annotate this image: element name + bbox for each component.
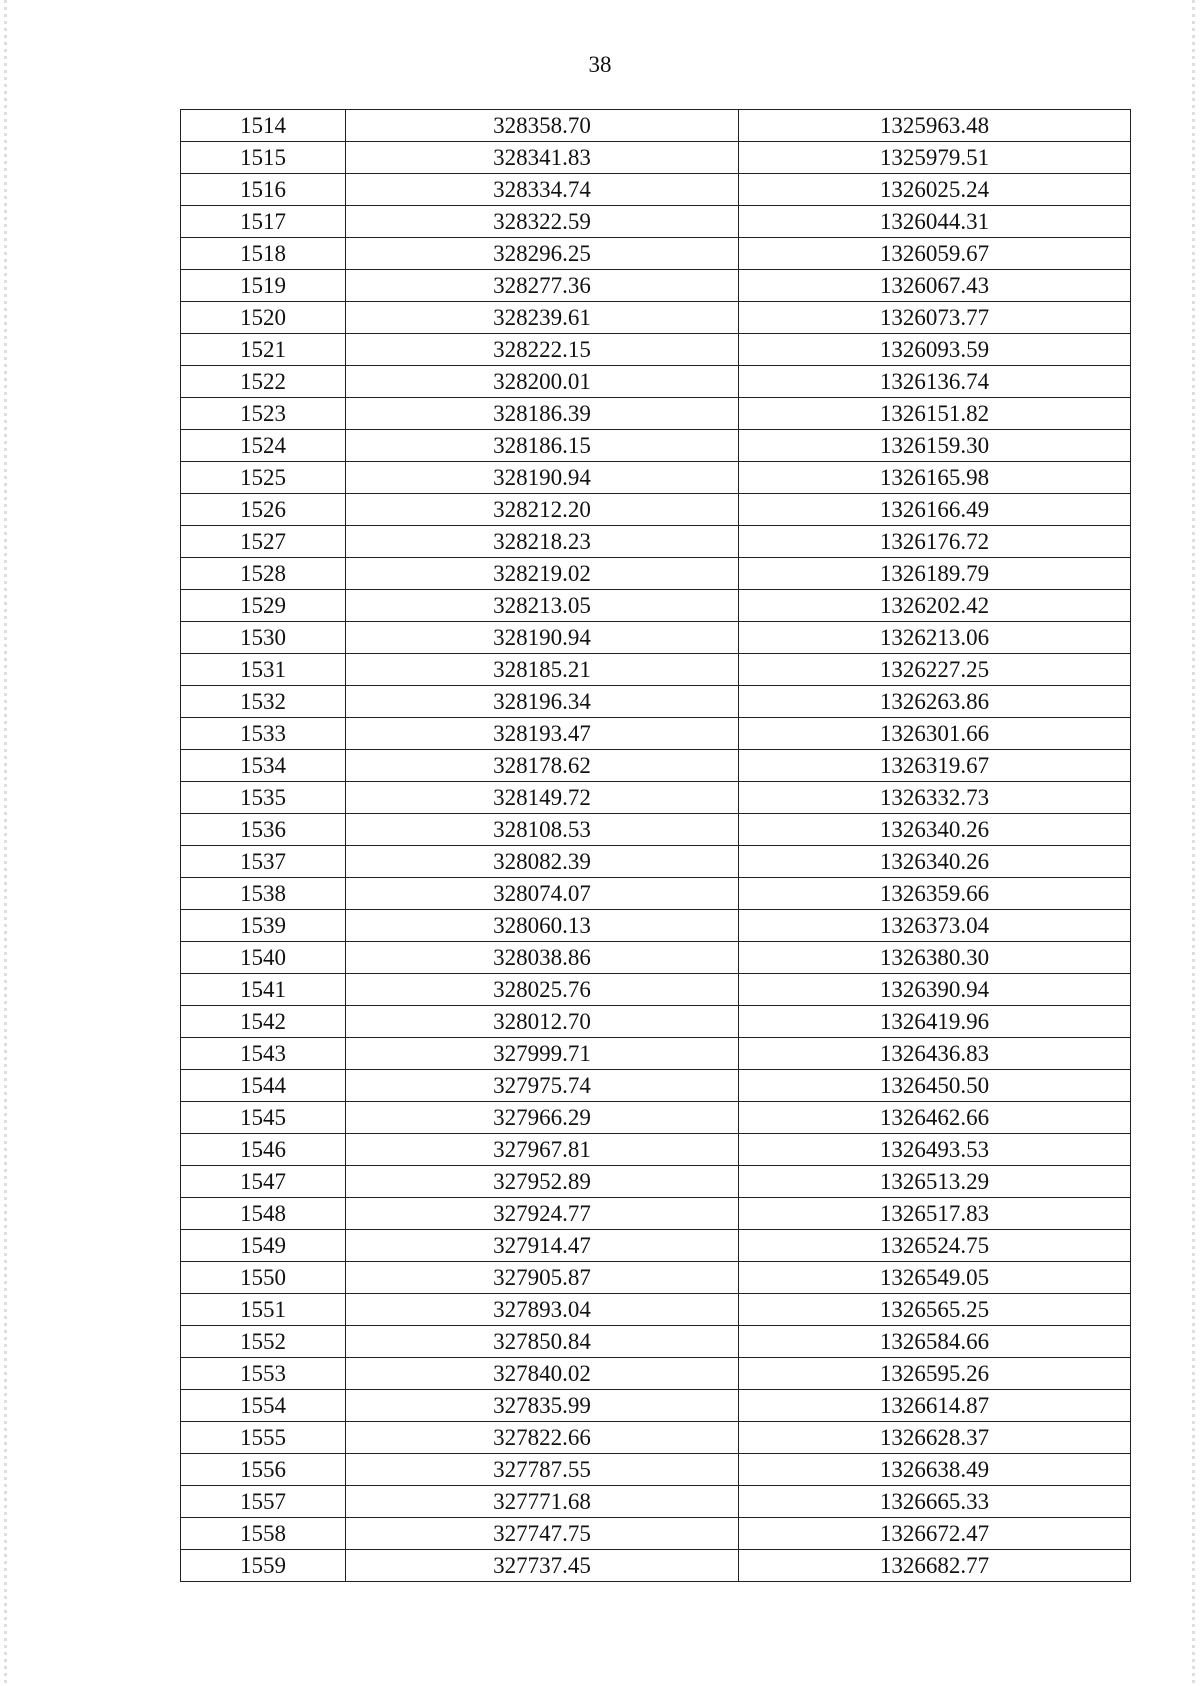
point-number-cell: 1528 [181,558,346,590]
table-row [181,846,1131,878]
x-coordinate-cell: 327747.75 [346,1518,739,1550]
point-number-cell: 1534 [181,750,346,782]
point-number-cell: 1554 [181,1390,346,1422]
x-coordinate-cell: 328322.59 [346,206,739,238]
point-number-cell: 1549 [181,1230,346,1262]
point-number-cell: 1521 [181,334,346,366]
x-coordinate-cell: 328038.86 [346,942,739,974]
x-coordinate-cell: 328218.23 [346,526,739,558]
point-number-cell: 1545 [181,1102,346,1134]
x-coordinate-cell: 328108.53 [346,814,739,846]
point-number-cell: 1537 [181,846,346,878]
table-row [181,1390,1131,1422]
x-coordinate-cell: 327737.45 [346,1550,739,1582]
y-coordinate-cell: 1326301.66 [739,718,1131,750]
x-coordinate-cell: 327787.55 [346,1454,739,1486]
table-row [181,494,1131,526]
y-coordinate-cell: 1326513.29 [739,1166,1131,1198]
y-coordinate-cell: 1326436.83 [739,1038,1131,1070]
y-coordinate-cell: 1325963.48 [739,110,1131,142]
table-row [181,174,1131,206]
y-coordinate-cell: 1326595.26 [739,1358,1131,1390]
point-number-cell: 1516 [181,174,346,206]
y-coordinate-cell: 1326462.66 [739,1102,1131,1134]
y-coordinate-cell: 1326025.24 [739,174,1131,206]
table-row [181,1326,1131,1358]
point-number-cell: 1514 [181,110,346,142]
point-number-cell: 1550 [181,1262,346,1294]
x-coordinate-cell: 327967.81 [346,1134,739,1166]
table-row [181,1230,1131,1262]
table-row [181,1070,1131,1102]
x-coordinate-cell: 327975.74 [346,1070,739,1102]
table-row [181,366,1131,398]
table-row [181,590,1131,622]
x-coordinate-cell: 327771.68 [346,1486,739,1518]
y-coordinate-cell: 1326073.77 [739,302,1131,334]
y-coordinate-cell: 1326189.79 [739,558,1131,590]
x-coordinate-cell: 328025.76 [346,974,739,1006]
point-number-cell: 1538 [181,878,346,910]
y-coordinate-cell: 1326332.73 [739,782,1131,814]
point-number-cell: 1536 [181,814,346,846]
table-row [181,238,1131,270]
x-coordinate-cell: 328060.13 [346,910,739,942]
table-row [181,302,1131,334]
x-coordinate-cell: 328200.01 [346,366,739,398]
table-row [181,974,1131,1006]
y-coordinate-cell: 1326493.53 [739,1134,1131,1166]
point-number-cell: 1552 [181,1326,346,1358]
x-coordinate-cell: 328212.20 [346,494,739,526]
y-coordinate-cell: 1326549.05 [739,1262,1131,1294]
y-coordinate-cell: 1325979.51 [739,142,1131,174]
point-number-cell: 1520 [181,302,346,334]
x-coordinate-cell: 327966.29 [346,1102,739,1134]
point-number-cell: 1548 [181,1198,346,1230]
point-number-cell: 1539 [181,910,346,942]
y-coordinate-cell: 1326524.75 [739,1230,1131,1262]
y-coordinate-cell: 1326151.82 [739,398,1131,430]
table-row [181,1550,1131,1582]
table-row [181,1102,1131,1134]
x-coordinate-cell: 328334.74 [346,174,739,206]
x-coordinate-cell: 328186.15 [346,430,739,462]
x-coordinate-cell: 327905.87 [346,1262,739,1294]
point-number-cell: 1530 [181,622,346,654]
x-coordinate-cell: 327850.84 [346,1326,739,1358]
x-coordinate-cell: 328190.94 [346,462,739,494]
point-number-cell: 1542 [181,1006,346,1038]
point-number-cell: 1555 [181,1422,346,1454]
x-coordinate-cell: 328358.70 [346,110,739,142]
x-coordinate-cell: 327924.77 [346,1198,739,1230]
x-coordinate-cell: 328239.61 [346,302,739,334]
y-coordinate-cell: 1326638.49 [739,1454,1131,1486]
point-number-cell: 1523 [181,398,346,430]
table-row [181,526,1131,558]
table-row [181,462,1131,494]
table-row [181,718,1131,750]
x-coordinate-cell: 328012.70 [346,1006,739,1038]
point-number-cell: 1551 [181,1294,346,1326]
point-number-cell: 1527 [181,526,346,558]
table-row [181,942,1131,974]
y-coordinate-cell: 1326565.25 [739,1294,1131,1326]
y-coordinate-cell: 1326340.26 [739,846,1131,878]
y-coordinate-cell: 1326227.25 [739,654,1131,686]
y-coordinate-cell: 1326419.96 [739,1006,1131,1038]
point-number-cell: 1541 [181,974,346,1006]
table-row [181,558,1131,590]
x-coordinate-cell: 327840.02 [346,1358,739,1390]
point-number-cell: 1546 [181,1134,346,1166]
table-row [181,142,1131,174]
table-row [181,1422,1131,1454]
scan-edge-left [4,0,7,1686]
point-number-cell: 1524 [181,430,346,462]
x-coordinate-cell: 328277.36 [346,270,739,302]
y-coordinate-cell: 1326213.06 [739,622,1131,654]
x-coordinate-cell: 328222.15 [346,334,739,366]
coordinates-table [180,109,1131,1582]
point-number-cell: 1517 [181,206,346,238]
x-coordinate-cell: 327893.04 [346,1294,739,1326]
table-row [181,686,1131,718]
y-coordinate-cell: 1326450.50 [739,1070,1131,1102]
table-row [181,1294,1131,1326]
table-row [181,110,1131,142]
x-coordinate-cell: 327835.99 [346,1390,739,1422]
point-number-cell: 1553 [181,1358,346,1390]
y-coordinate-cell: 1326202.42 [739,590,1131,622]
x-coordinate-cell: 328186.39 [346,398,739,430]
y-coordinate-cell: 1326136.74 [739,366,1131,398]
point-number-cell: 1535 [181,782,346,814]
y-coordinate-cell: 1326165.98 [739,462,1131,494]
table-row [181,430,1131,462]
y-coordinate-cell: 1326176.72 [739,526,1131,558]
x-coordinate-cell: 327822.66 [346,1422,739,1454]
x-coordinate-cell: 328219.02 [346,558,739,590]
y-coordinate-cell: 1326682.77 [739,1550,1131,1582]
y-coordinate-cell: 1326517.83 [739,1198,1131,1230]
y-coordinate-cell: 1326319.67 [739,750,1131,782]
point-number-cell: 1547 [181,1166,346,1198]
point-number-cell: 1526 [181,494,346,526]
x-coordinate-cell: 328213.05 [346,590,739,622]
x-coordinate-cell: 327952.89 [346,1166,739,1198]
y-coordinate-cell: 1326263.86 [739,686,1131,718]
point-number-cell: 1525 [181,462,346,494]
table-row [181,398,1131,430]
point-number-cell: 1559 [181,1550,346,1582]
x-coordinate-cell: 328082.39 [346,846,739,878]
y-coordinate-cell: 1326067.43 [739,270,1131,302]
point-number-cell: 1531 [181,654,346,686]
table-row [181,654,1131,686]
point-number-cell: 1556 [181,1454,346,1486]
y-coordinate-cell: 1326359.66 [739,878,1131,910]
table-row [181,1454,1131,1486]
x-coordinate-cell: 328193.47 [346,718,739,750]
table-row [181,910,1131,942]
table-row [181,750,1131,782]
y-coordinate-cell: 1326166.49 [739,494,1131,526]
table-row [181,270,1131,302]
y-coordinate-cell: 1326672.47 [739,1518,1131,1550]
table-row [181,814,1131,846]
table-row [181,1518,1131,1550]
y-coordinate-cell: 1326628.37 [739,1422,1131,1454]
table-row [181,334,1131,366]
x-coordinate-cell: 328196.34 [346,686,739,718]
y-coordinate-cell: 1326044.31 [739,206,1131,238]
table-row [181,782,1131,814]
x-coordinate-cell: 328341.83 [346,142,739,174]
table-row [181,878,1131,910]
table-row [181,206,1131,238]
table-row [181,1134,1131,1166]
x-coordinate-cell: 328074.07 [346,878,739,910]
table-row [181,1166,1131,1198]
table-row [181,622,1131,654]
point-number-cell: 1558 [181,1518,346,1550]
point-number-cell: 1533 [181,718,346,750]
x-coordinate-cell: 328149.72 [346,782,739,814]
y-coordinate-cell: 1326390.94 [739,974,1131,1006]
point-number-cell: 1515 [181,142,346,174]
point-number-cell: 1529 [181,590,346,622]
point-number-cell: 1522 [181,366,346,398]
table-row [181,1198,1131,1230]
scan-edge-right [1192,0,1195,1686]
table-row [181,1006,1131,1038]
coordinates-table-body [181,110,1131,1582]
point-number-cell: 1518 [181,238,346,270]
x-coordinate-cell: 328296.25 [346,238,739,270]
y-coordinate-cell: 1326059.67 [739,238,1131,270]
point-number-cell: 1544 [181,1070,346,1102]
table-row [181,1358,1131,1390]
page-number: 38 [588,52,612,77]
point-number-cell: 1540 [181,942,346,974]
point-number-cell: 1519 [181,270,346,302]
y-coordinate-cell: 1326159.30 [739,430,1131,462]
x-coordinate-cell: 328190.94 [346,622,739,654]
y-coordinate-cell: 1326665.33 [739,1486,1131,1518]
point-number-cell: 1532 [181,686,346,718]
x-coordinate-cell: 328185.21 [346,654,739,686]
x-coordinate-cell: 327999.71 [346,1038,739,1070]
table-row [181,1038,1131,1070]
point-number-cell: 1543 [181,1038,346,1070]
y-coordinate-cell: 1326340.26 [739,814,1131,846]
table-row [181,1262,1131,1294]
y-coordinate-cell: 1326614.87 [739,1390,1131,1422]
y-coordinate-cell: 1326380.30 [739,942,1131,974]
table-row [181,1486,1131,1518]
y-coordinate-cell: 1326373.04 [739,910,1131,942]
x-coordinate-cell: 327914.47 [346,1230,739,1262]
x-coordinate-cell: 328178.62 [346,750,739,782]
y-coordinate-cell: 1326584.66 [739,1326,1131,1358]
point-number-cell: 1557 [181,1486,346,1518]
y-coordinate-cell: 1326093.59 [739,334,1131,366]
